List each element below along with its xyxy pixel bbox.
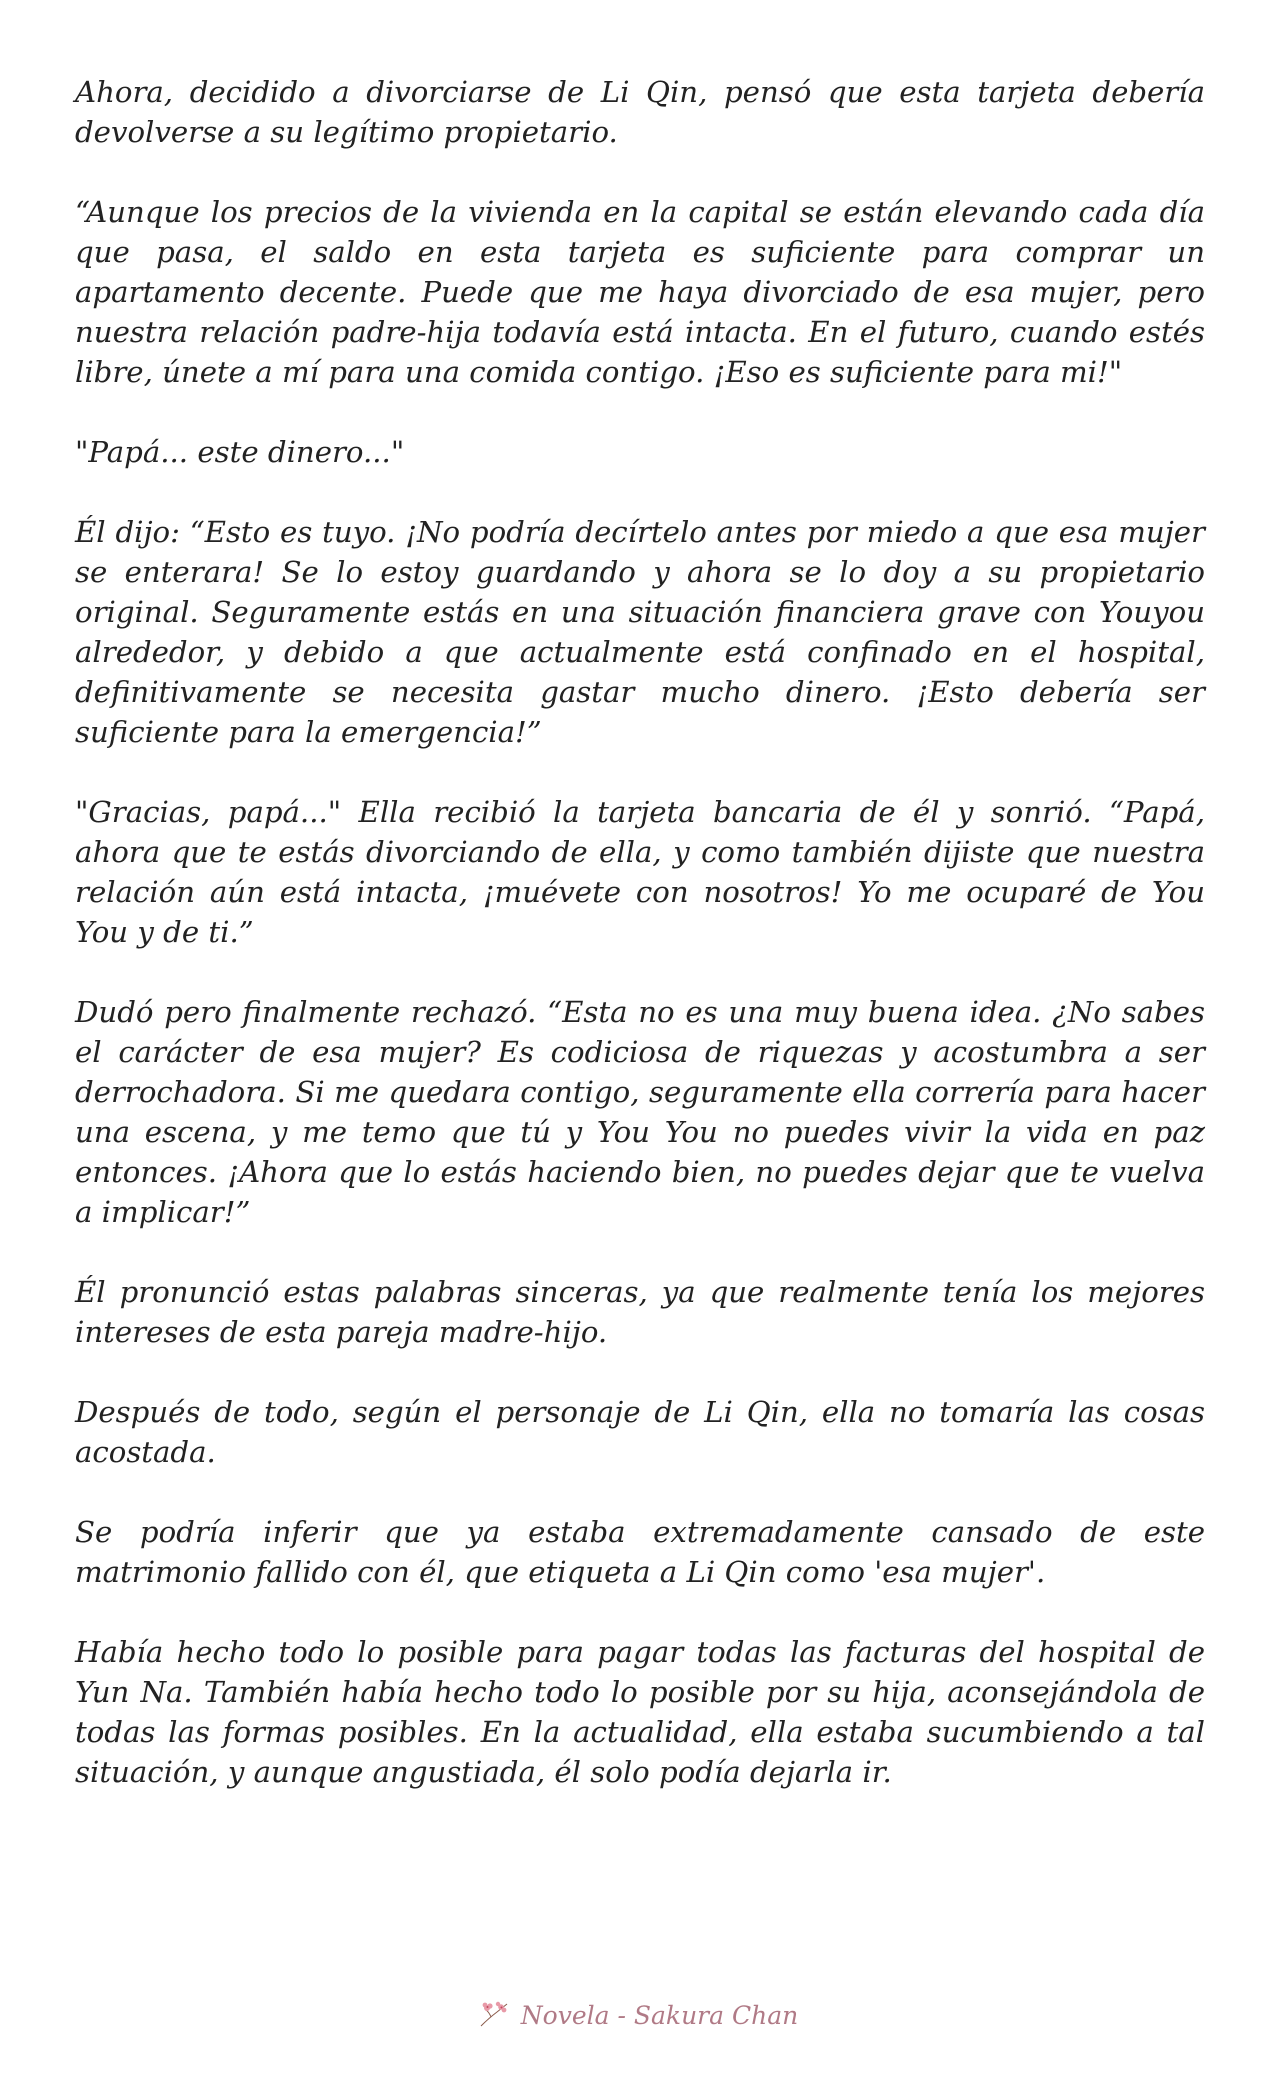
watermark-text: Novela - Sakura Chan xyxy=(520,2000,799,2030)
paragraph: "Gracias, papá..." Ella recibió la tarjeta bancaria de él y sonrió. “Papá, ahora que te estás divorciando de ella, y como también dijiste que nuestra relación aún está intacta, ¡muévete con nosotros! Yo me ocuparé de You You y de ti.” xyxy=(75,795,1205,949)
paragraph: “Aunque los precios de la vivienda en la capital se están elevando cada día que pasa, el saldo en esta tarjeta es suficiente para comprar un apartamento decente. Puede que me haya divorciado de esa mujer, pero nuestra relación padre-hija todavía está intacta. En el futuro, cuando estés libre, únete a mí para una comida contigo. ¡Eso es suficiente para mi!" xyxy=(75,195,1205,389)
document-body xyxy=(75,72,1205,1832)
paragraph: Después de todo, según el personaje de Li Qin, ella no tomaría las cosas acostada. xyxy=(75,1395,1205,1469)
watermark-footer xyxy=(0,1990,1275,2040)
paragraph: Ahora, decidido a divorciarse de Li Qin, pensó que esta tarjeta debería devolverse a su legítimo propietario. xyxy=(75,75,1205,149)
paragraph: Él dijo: “Esto es tuyo. ¡No podría decírtelo antes por miedo a que esa mujer se enterara! Se lo estoy guardando y ahora se lo doy a su propietario original. Seguramente estás en una situación financiera grave con Youyou alrededor, y debido a que actualmente está confinado en el hospital, definitivamente se necesita gastar mucho dinero. ¡Esto debería ser suficiente para la emergencia!” xyxy=(75,515,1205,749)
cherry-blossom-icon xyxy=(477,1998,511,2032)
paragraph: Se podría inferir que ya estaba extremadamente cansado de este matrimonio fallido con él, que etiqueta a Li Qin como 'esa mujer'. xyxy=(75,1515,1205,1589)
paragraph: "Papá... este dinero..." xyxy=(75,435,405,469)
paragraph: Él pronunció estas palabras sinceras, ya que realmente tenía los mejores intereses de esta pareja madre-hijo. xyxy=(75,1275,1205,1349)
paragraph: Había hecho todo lo posible para pagar todas las facturas del hospital de Yun Na. También había hecho todo lo posible por su hija, aconsejándola de todas las formas posibles. En la actualidad, ella estaba sucumbiendo a tal situación, y aunque angustiada, él solo podía dejarla ir. xyxy=(75,1635,1205,1789)
paragraph: Dudó pero finalmente rechazó. “Esta no es una muy buena idea. ¿No sabes el carácter de esa mujer? Es codiciosa de riquezas y acostumbra a ser derrochadora. Si me quedara contigo, seguramente ella correría para hacer una escena, y me temo que tú y You You no puedes vivir la vida en paz entonces. ¡Ahora que lo estás haciendo bien, no puedes dejar que te vuelva a implicar!” xyxy=(75,995,1205,1229)
